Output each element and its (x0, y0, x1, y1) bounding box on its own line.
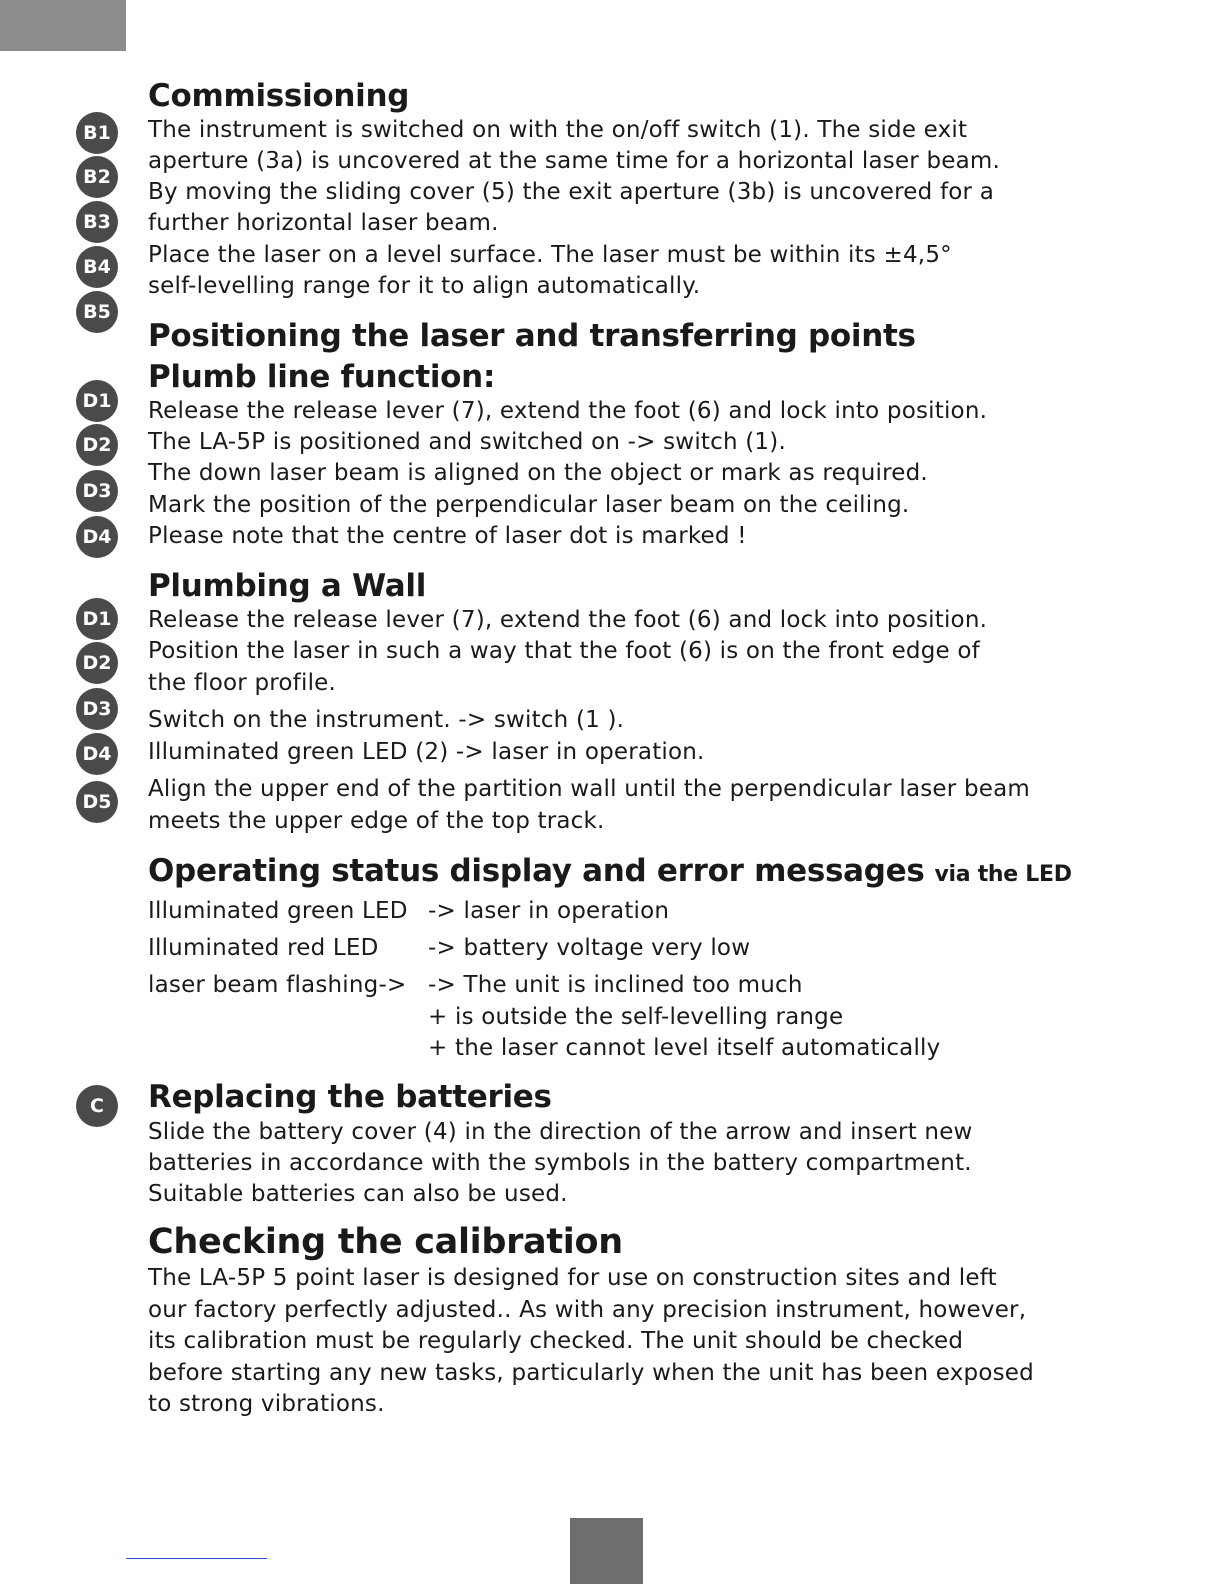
commissioning-line: The instrument is switched on with the on/off switch (1). The side exit (148, 117, 968, 143)
badge-d4: D4 (76, 516, 118, 558)
plumbing-wall-line: Switch on the instrument. -> switch (1 ). (148, 707, 625, 733)
page-tab-top (0, 0, 126, 51)
status-extra: + the laser cannot level itself automatically (428, 1035, 941, 1061)
badge-d3: D3 (76, 688, 118, 730)
badge-b2: B2 (76, 156, 118, 198)
batteries-line: batteries in accordance with the symbols in the battery compartment. (148, 1150, 972, 1176)
plumbing-wall-line: the floor profile. (148, 670, 337, 696)
badge-b3: B3 (76, 201, 118, 243)
badge-b1: B1 (76, 112, 118, 154)
badge-b4: B4 (76, 246, 118, 288)
commissioning-line: By moving the sliding cover (5) the exit aperture (3b) is uncovered for a (148, 179, 994, 205)
commissioning-line: aperture (3a) is uncovered at the same time for a horizontal laser beam. (148, 148, 1001, 174)
commissioning-line: further horizontal laser beam. (148, 210, 499, 236)
plumb-line-heading: Plumb line function: (148, 359, 496, 395)
status-subtitle: via the LED (934, 862, 1072, 887)
batteries-line: Suitable batteries can also be used. (148, 1181, 568, 1207)
badge-d2: D2 (76, 424, 118, 466)
calibration-line: our factory perfectly adjusted.. As with any precision instrument, however, (148, 1297, 1027, 1323)
batteries-heading: Replacing the batteries (148, 1079, 552, 1115)
status-title: Operating status display and error messages (148, 853, 925, 889)
positioning-heading: Positioning the laser and transferring points (148, 318, 916, 354)
badge-d1: D1 (76, 598, 118, 640)
status-heading (148, 853, 1072, 889)
status-value: -> battery voltage very low (428, 935, 751, 961)
calibration-line: The LA-5P 5 point laser is designed for use on construction sites and left (148, 1265, 997, 1291)
plumb-line-line: Release the release lever (7), extend the foot (6) and lock into position. (148, 398, 988, 424)
footer-rule (126, 1558, 267, 1559)
badge-b5: B5 (76, 291, 118, 333)
badge-d5: D5 (76, 781, 118, 823)
status-value: -> The unit is inclined too much (428, 972, 803, 998)
plumb-line-line: Mark the position of the perpendicular laser beam on the ceiling. (148, 492, 910, 518)
plumb-line-line: The down laser beam is aligned on the object or mark as required. (148, 460, 928, 486)
plumbing-wall-line: Illuminated green LED (2) -> laser in operation. (148, 739, 705, 765)
commissioning-heading: Commissioning (148, 78, 410, 114)
plumbing-wall-line: Position the laser in such a way that the foot (6) is on the front edge of (148, 638, 980, 664)
plumbing-wall-line: meets the upper edge of the top track. (148, 808, 605, 834)
page-tab-bottom (570, 1518, 643, 1584)
status-extra: + is outside the self-levelling range (428, 1004, 844, 1030)
calibration-heading: Checking the calibration (148, 1222, 623, 1262)
status-label: laser beam flashing-> (148, 972, 407, 998)
commissioning-line: Place the laser on a level surface. The laser must be within its ±4,5° (148, 242, 952, 268)
calibration-line: before starting any new tasks, particularly when the unit has been exposed (148, 1360, 1034, 1386)
status-value: -> laser in operation (428, 898, 670, 924)
batteries-line: Slide the battery cover (4) in the direction of the arrow and insert new (148, 1119, 973, 1145)
commissioning-line: self-levelling range for it to align automatically. (148, 273, 701, 299)
plumbing-wall-line: Align the upper end of the partition wall until the perpendicular laser beam (148, 776, 1031, 802)
badge-d4: D4 (76, 733, 118, 775)
plumbing-wall-heading: Plumbing a Wall (148, 568, 427, 604)
calibration-line: to strong vibrations. (148, 1391, 385, 1417)
calibration-line: its calibration must be regularly checked. The unit should be checked (148, 1328, 964, 1354)
badge-d1: D1 (76, 380, 118, 422)
plumbing-wall-line: Release the release lever (7), extend the foot (6) and lock into position. (148, 607, 988, 633)
plumb-line-line: The LA-5P is positioned and switched on -> switch (1). (148, 429, 786, 455)
status-label: Illuminated red LED (148, 935, 379, 961)
plumb-line-line: Please note that the centre of laser dot is marked ! (148, 523, 747, 549)
badge-d2: D2 (76, 642, 118, 684)
status-label: Illuminated green LED (148, 898, 408, 924)
badge-c: C (76, 1085, 118, 1127)
badge-d3: D3 (76, 470, 118, 512)
